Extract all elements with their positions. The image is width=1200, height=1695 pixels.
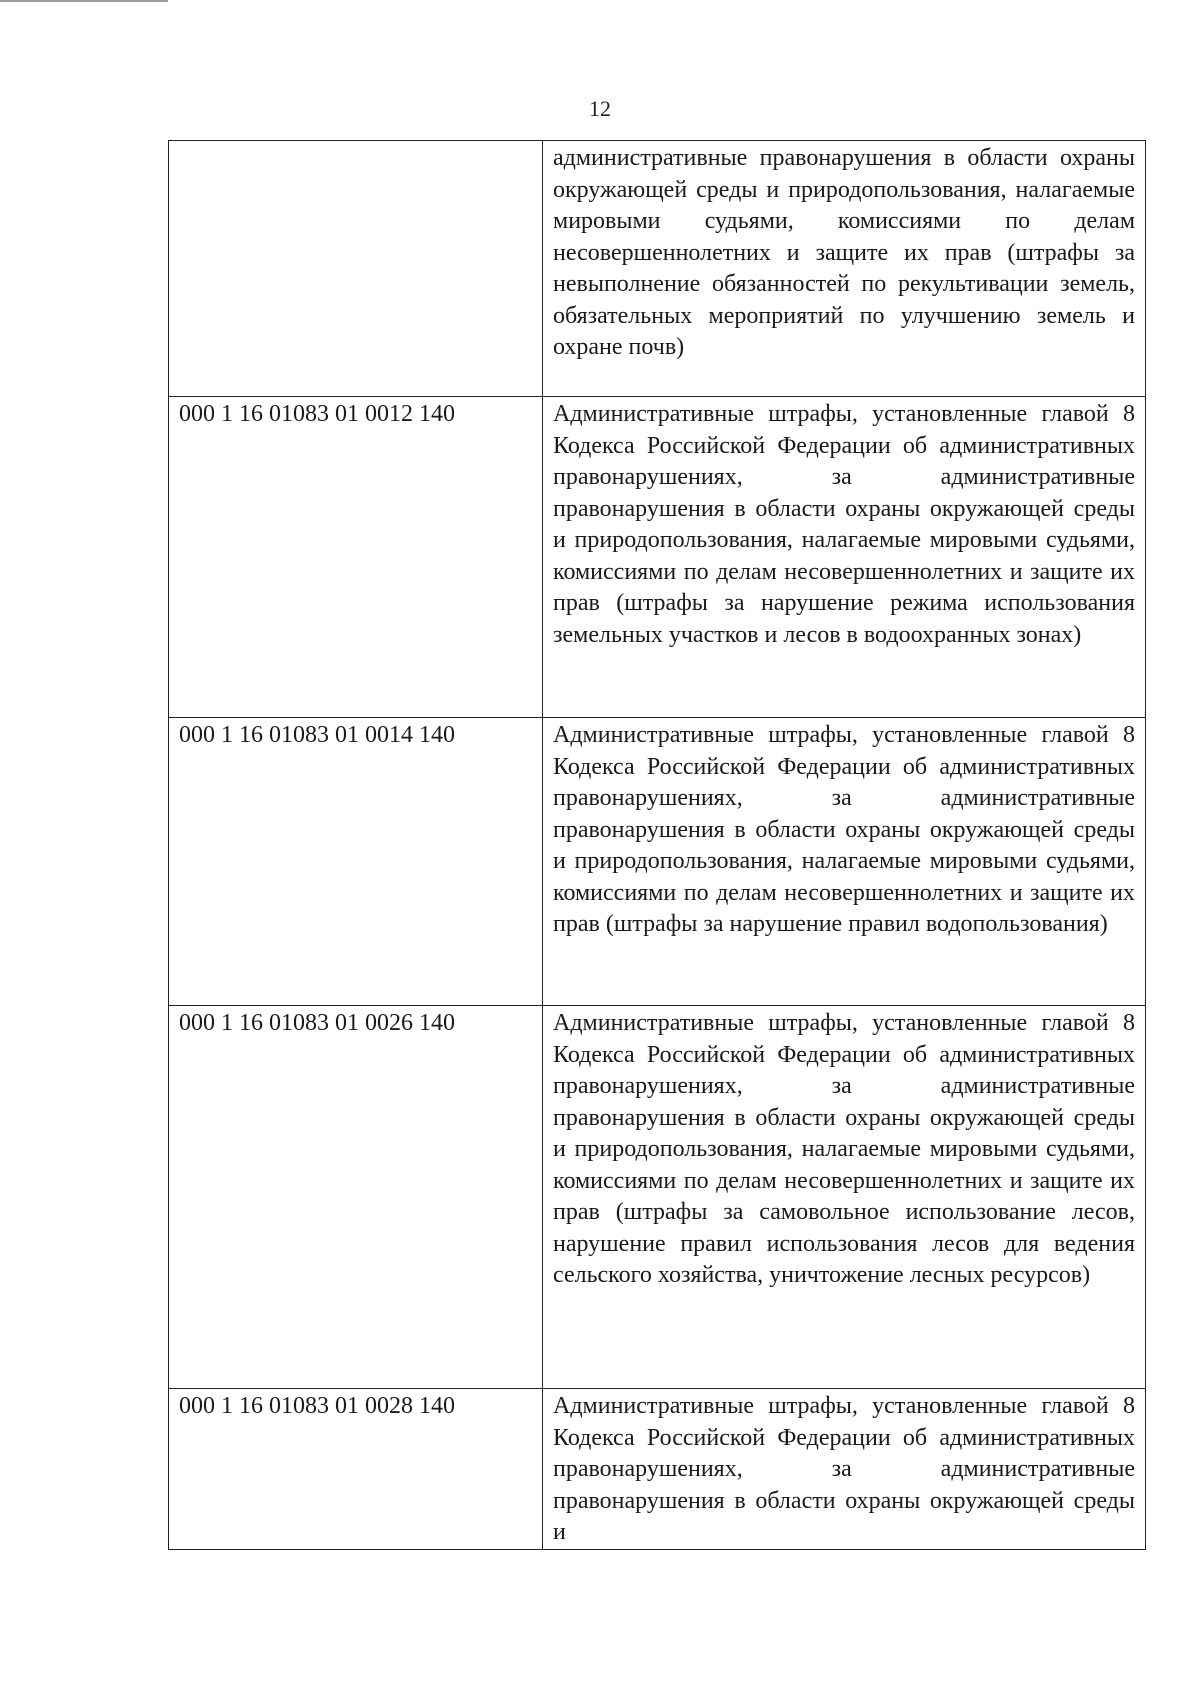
budget-code-cell: 000 1 16 01083 01 0012 140: [169, 397, 543, 718]
page-number: 12: [589, 96, 611, 121]
table-row: [169, 1389, 1146, 1550]
table-row: [169, 718, 1146, 1006]
budget-code-table: [168, 140, 1146, 1550]
table-row: [169, 1006, 1146, 1389]
description-cell: [543, 397, 1146, 718]
description-text: Административные штрафы, установленные главой 8 Кодекса Российской Федерации об административных правонарушениях, за административные правонарушения в области охраны окружающей среды и природопользования, налагаемые мировыми судьями, комиссиями по делам несовершеннолетних и защите их прав (штрафы за нарушение правил водопользования): [553, 722, 1135, 937]
budget-code-cell: 000 1 16 01083 01 0028 140: [169, 1389, 543, 1550]
description-text: административные правонарушения в области охраны окружающей среды и природопользования, налагаемые мировыми судьями, комиссиями по делам несовершеннолетних и защите их прав (штрафы за невыполнение обязанностей по рекультивации земель, обязательных мероприятий по улучшению земель и охране почв): [553, 145, 1135, 360]
description-cell: [543, 141, 1146, 397]
description-text: Административные штрафы, установленные главой 8 Кодекса Российской Федерации об административных правонарушениях, за административные правонарушения в области охраны окружающей среды и: [553, 1393, 1135, 1545]
description-text: Административные штрафы, установленные главой 8 Кодекса Российской Федерации об административных правонарушениях, за административные правонарушения в области охраны окружающей среды и природопользования, налагаемые мировыми судьями, комиссиями по делам несовершеннолетних и защите их прав (штрафы за нарушение режима использования земельных участков и лесов в водоохранных зонах): [553, 401, 1135, 648]
budget-code-cell: [169, 141, 543, 397]
description-text: Административные штрафы, установленные главой 8 Кодекса Российской Федерации об административных правонарушениях, за административные правонарушения в области охраны окружающей среды и природопользования, налагаемые мировыми судьями, комиссиями по делам несовершеннолетних и защите их прав (штрафы за самовольное использование лесов, нарушение правил использования лесов для ведения сельского хозяйства, уничтожение лесных ресурсов): [553, 1010, 1135, 1288]
table-row: [169, 397, 1146, 718]
scan-edge-line: [0, 0, 168, 2]
budget-code-cell: 000 1 16 01083 01 0014 140: [169, 718, 543, 1006]
description-cell: [543, 718, 1146, 1006]
description-cell: [543, 1006, 1146, 1389]
budget-code-cell: 000 1 16 01083 01 0026 140: [169, 1006, 543, 1389]
table-row: [169, 141, 1146, 397]
description-cell: [543, 1389, 1146, 1550]
